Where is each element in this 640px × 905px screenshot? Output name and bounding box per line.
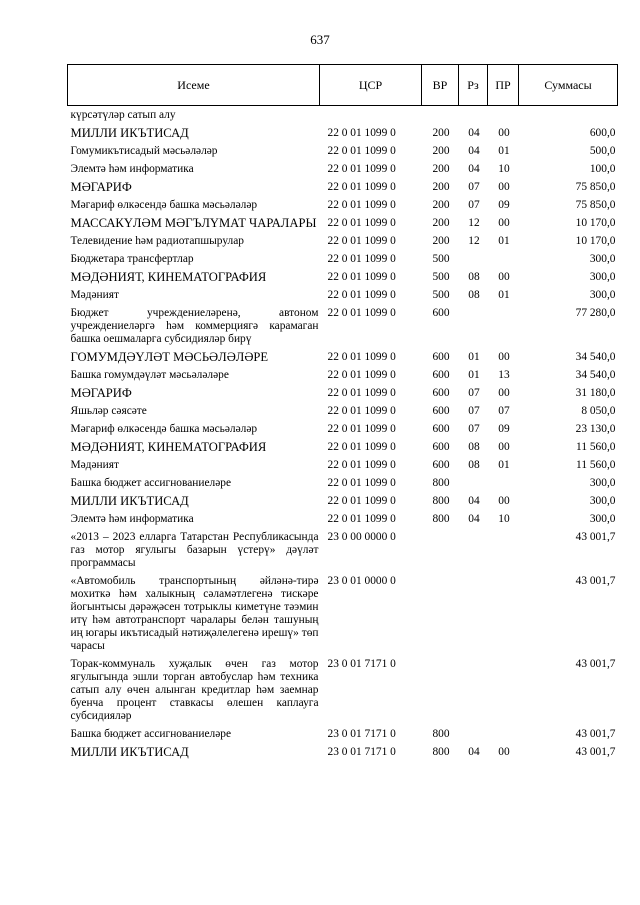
row-vr: 200 bbox=[432, 126, 450, 139]
row-vr bbox=[422, 655, 459, 725]
row-name: «2013 – 2023 елларга Татарстан Республикасында газ мотор ягулыгы базарын үстерү» дәүләт программасы bbox=[70, 530, 319, 569]
row-vr: 500 bbox=[432, 288, 450, 301]
row-vr: 800 bbox=[432, 512, 450, 525]
row-rz bbox=[459, 528, 488, 572]
row-vr: 200 bbox=[432, 162, 450, 175]
row-csr: 22 0 01 1099 0 bbox=[327, 422, 396, 435]
row-sum: 77 280,0 bbox=[575, 306, 616, 319]
row-csr: 22 0 01 1099 0 bbox=[327, 440, 396, 453]
row-name: ГОМУМДӘҮЛӘТ МӘСЬӘЛӘЛӘРЕ bbox=[70, 349, 269, 364]
row-rz: 08 bbox=[468, 270, 480, 283]
row-vr bbox=[422, 528, 459, 572]
row-pr: 00 bbox=[498, 216, 510, 229]
row-sum: 100,0 bbox=[589, 162, 616, 175]
row-rz bbox=[459, 655, 488, 725]
header-vr: ВР bbox=[422, 65, 459, 106]
row-rz: 07 bbox=[468, 422, 480, 435]
row-pr: 10 bbox=[498, 162, 510, 175]
table-row bbox=[68, 304, 618, 348]
row-name: Бюджетара трансфертлар bbox=[70, 252, 194, 265]
row-csr: 22 0 01 1099 0 bbox=[327, 180, 396, 193]
row-name: Башка гомумдәүләт мәсьәләләре bbox=[70, 368, 229, 381]
row-name: МӘДӘНИЯТ, КИНЕМАТОГРАФИЯ bbox=[70, 439, 267, 454]
row-vr: 200 bbox=[432, 216, 450, 229]
row-pr: 09 bbox=[498, 198, 510, 211]
row-rz: 07 bbox=[468, 404, 480, 417]
row-sum: 300,0 bbox=[589, 288, 616, 301]
row-vr: 800 bbox=[432, 745, 450, 758]
table-row bbox=[68, 725, 618, 743]
header-csr: ЦСР bbox=[320, 65, 422, 106]
table-row bbox=[68, 510, 618, 528]
row-rz: 12 bbox=[468, 216, 480, 229]
row-pr: 01 bbox=[498, 144, 510, 157]
row-pr bbox=[488, 528, 519, 572]
row-csr: 22 0 01 1099 0 bbox=[327, 512, 396, 525]
row-csr: 22 0 01 1099 0 bbox=[327, 368, 396, 381]
row-name: МИЛЛИ ИКЪТИСАД bbox=[70, 493, 189, 508]
row-name: Мәдәният bbox=[70, 288, 119, 301]
row-sum: 43 001,7 bbox=[575, 530, 616, 543]
row-sum: 300,0 bbox=[589, 494, 616, 507]
row-csr: 22 0 01 1099 0 bbox=[327, 350, 396, 363]
row-rz: 04 bbox=[468, 745, 480, 758]
table-row bbox=[68, 124, 618, 142]
row-pr bbox=[488, 655, 519, 725]
row-rz bbox=[459, 250, 488, 268]
row-name: МӘДӘНИЯТ, КИНЕМАТОГРАФИЯ bbox=[70, 269, 267, 284]
row-csr: 22 0 01 1099 0 bbox=[327, 386, 396, 399]
table-row bbox=[68, 250, 618, 268]
row-pr bbox=[488, 250, 519, 268]
row-name: Элемтә һәм информатика bbox=[70, 512, 194, 525]
row-rz: 12 bbox=[468, 234, 480, 247]
table-row bbox=[68, 456, 618, 474]
table-row bbox=[68, 474, 618, 492]
row-csr: 22 0 01 1099 0 bbox=[327, 144, 396, 157]
row-sum: 500,0 bbox=[589, 144, 616, 157]
row-csr: 22 0 01 1099 0 bbox=[327, 234, 396, 247]
row-rz: 08 bbox=[468, 458, 480, 471]
row-pr: 00 bbox=[498, 270, 510, 283]
page-number: 637 bbox=[310, 32, 330, 47]
row-name: МАССАКҮЛӘМ МӘГЪЛҮМАТ ЧАРАЛАРЫ bbox=[70, 215, 317, 230]
row-name: Элемтә һәм информатика bbox=[70, 162, 194, 175]
row-name: МӘГАРИФ bbox=[70, 385, 132, 400]
row-rz: 04 bbox=[468, 144, 480, 157]
row-pr: 01 bbox=[498, 288, 510, 301]
row-pr: 13 bbox=[498, 368, 510, 381]
row-csr: 23 0 00 0000 0 bbox=[327, 530, 396, 543]
row-vr: 200 bbox=[432, 234, 450, 247]
row-name: Яшьләр сәясәте bbox=[70, 404, 147, 417]
row-pr: 00 bbox=[498, 180, 510, 193]
row-csr: 23 0 01 7171 0 bbox=[327, 657, 396, 670]
row-name: Гомумикътисадый мәсьәләләр bbox=[70, 144, 218, 157]
header-sum: Суммасы bbox=[519, 65, 618, 106]
table-row bbox=[68, 492, 618, 510]
row-rz: 01 bbox=[468, 368, 480, 381]
row-csr: 22 0 01 1099 0 bbox=[327, 198, 396, 211]
row-vr: 600 bbox=[432, 386, 450, 399]
row-csr: 22 0 01 1099 0 bbox=[327, 162, 396, 175]
row-csr: 22 0 01 1099 0 bbox=[327, 404, 396, 417]
row-name: Мәдәният bbox=[70, 458, 119, 471]
row-vr: 600 bbox=[432, 350, 450, 363]
row-csr: 22 0 01 1099 0 bbox=[327, 458, 396, 471]
row-csr: 22 0 01 1099 0 bbox=[327, 216, 396, 229]
row-csr: 23 0 01 0000 0 bbox=[327, 574, 396, 587]
row-sum: 43 001,7 bbox=[575, 727, 616, 740]
row-csr: 23 0 01 7171 0 bbox=[327, 727, 396, 740]
table-row bbox=[68, 655, 618, 725]
row-pr: 10 bbox=[498, 512, 510, 525]
row-rz bbox=[459, 304, 488, 348]
row-sum: 11 560,0 bbox=[576, 440, 616, 453]
row-vr bbox=[422, 106, 459, 125]
row-name: Башка бюджет ассигнованиеләре bbox=[70, 476, 232, 489]
row-vr: 600 bbox=[432, 458, 450, 471]
row-sum: 34 540,0 bbox=[575, 350, 616, 363]
row-sum: 300,0 bbox=[589, 476, 616, 489]
table-row bbox=[68, 348, 618, 366]
table-header bbox=[68, 65, 618, 106]
row-vr: 800 bbox=[432, 494, 450, 507]
row-pr: 09 bbox=[498, 422, 510, 435]
row-rz: 01 bbox=[468, 350, 480, 363]
row-pr: 01 bbox=[498, 458, 510, 471]
row-sum: 11 560,0 bbox=[576, 458, 616, 471]
row-sum: 34 540,0 bbox=[575, 368, 616, 381]
table-row bbox=[68, 528, 618, 572]
row-name: күрсәтүләр сатып алу bbox=[70, 108, 176, 121]
row-name: Телевидение һәм радиотапшырулар bbox=[70, 234, 244, 247]
table-row bbox=[68, 402, 618, 420]
row-vr: 600 bbox=[432, 422, 450, 435]
row-name: Башка бюджет ассигнованиеләре bbox=[70, 727, 232, 740]
row-csr: 22 0 01 1099 0 bbox=[327, 494, 396, 507]
row-name: Мәгариф өлкәсендә башка мәсьәләләр bbox=[70, 198, 258, 211]
table-body bbox=[68, 106, 618, 762]
row-name: Бюджет учреждениеләренә, автоном учреждениеләргә һәм коммерциягә карамаган башка оешмаларга субсидияләр бирү bbox=[70, 306, 319, 345]
row-csr: 22 0 01 1099 0 bbox=[327, 252, 396, 265]
row-rz bbox=[459, 474, 488, 492]
row-pr: 01 bbox=[498, 234, 510, 247]
table-row bbox=[68, 214, 618, 232]
row-rz: 08 bbox=[468, 440, 480, 453]
row-sum bbox=[519, 106, 618, 125]
row-sum: 75 850,0 bbox=[575, 180, 616, 193]
row-name: МИЛЛИ ИКЪТИСАД bbox=[70, 125, 189, 140]
row-pr: 00 bbox=[498, 494, 510, 507]
row-sum: 600,0 bbox=[589, 126, 616, 139]
row-sum: 43 001,7 bbox=[575, 574, 616, 587]
row-vr bbox=[422, 572, 459, 655]
budget-table bbox=[67, 64, 618, 761]
row-vr: 200 bbox=[432, 198, 450, 211]
table-row bbox=[68, 178, 618, 196]
row-rz bbox=[459, 106, 488, 125]
row-pr bbox=[488, 725, 519, 743]
row-csr: 22 0 01 1099 0 bbox=[327, 288, 396, 301]
row-sum: 43 001,7 bbox=[575, 745, 616, 758]
row-pr bbox=[488, 572, 519, 655]
header-pr: ПР bbox=[488, 65, 519, 106]
row-vr: 600 bbox=[432, 368, 450, 381]
row-rz bbox=[459, 725, 488, 743]
row-sum: 8 050,0 bbox=[581, 404, 616, 417]
row-vr: 600 bbox=[432, 440, 450, 453]
row-csr: 23 0 01 7171 0 bbox=[327, 745, 396, 758]
row-name: Мәгариф өлкәсендә башка мәсьәләләр bbox=[70, 422, 258, 435]
row-pr: 00 bbox=[498, 386, 510, 399]
row-rz: 04 bbox=[468, 126, 480, 139]
row-vr: 600 bbox=[432, 404, 450, 417]
row-name: МИЛЛИ ИКЪТИСАД bbox=[70, 744, 189, 759]
table-row bbox=[68, 286, 618, 304]
row-sum: 10 170,0 bbox=[575, 216, 616, 229]
row-pr: 00 bbox=[498, 440, 510, 453]
row-csr: 22 0 01 1099 0 bbox=[327, 306, 396, 319]
row-rz: 04 bbox=[468, 162, 480, 175]
row-vr: 200 bbox=[432, 144, 450, 157]
row-csr: 22 0 01 1099 0 bbox=[327, 270, 396, 283]
row-vr: 800 bbox=[432, 727, 450, 740]
row-rz bbox=[459, 572, 488, 655]
row-sum: 43 001,7 bbox=[575, 657, 616, 670]
row-pr bbox=[488, 106, 519, 125]
table-row bbox=[68, 268, 618, 286]
row-csr: 22 0 01 1099 0 bbox=[327, 126, 396, 139]
table-row bbox=[68, 366, 618, 384]
row-rz: 04 bbox=[468, 494, 480, 507]
row-vr: 200 bbox=[432, 180, 450, 193]
table-row bbox=[68, 160, 618, 178]
table-row bbox=[68, 142, 618, 160]
row-sum: 75 850,0 bbox=[575, 198, 616, 211]
row-sum: 300,0 bbox=[589, 270, 616, 283]
row-name: Торак-коммуналь хуҗалык өчен газ мотор ягулыгында эшли торган автобуслар һәм техника сатып алу өчен алынган кредитлар һәм заемнар буенча процент ставкасы өлешен каплауга субсидияләр bbox=[70, 657, 319, 722]
row-vr: 500 bbox=[432, 270, 450, 283]
row-vr: 600 bbox=[432, 306, 450, 319]
row-csr: 22 0 01 1099 0 bbox=[327, 476, 396, 489]
row-sum: 300,0 bbox=[589, 512, 616, 525]
row-rz: 04 bbox=[468, 512, 480, 525]
table-row bbox=[68, 384, 618, 402]
table-row bbox=[68, 420, 618, 438]
row-vr: 500 bbox=[432, 252, 450, 265]
header-rz: Рз bbox=[459, 65, 488, 106]
row-pr bbox=[488, 474, 519, 492]
row-sum: 31 180,0 bbox=[575, 386, 616, 399]
table-row bbox=[68, 106, 618, 125]
table-row bbox=[68, 232, 618, 250]
row-name: МӘГАРИФ bbox=[70, 179, 132, 194]
row-csr bbox=[320, 106, 422, 125]
table-row bbox=[68, 572, 618, 655]
row-sum: 23 130,0 bbox=[575, 422, 616, 435]
table-row bbox=[68, 743, 618, 761]
table-row bbox=[68, 438, 618, 456]
row-vr: 800 bbox=[432, 476, 450, 489]
row-sum: 10 170,0 bbox=[575, 234, 616, 247]
row-pr: 00 bbox=[498, 350, 510, 363]
row-pr: 00 bbox=[498, 745, 510, 758]
row-rz: 07 bbox=[468, 198, 480, 211]
row-sum: 300,0 bbox=[589, 252, 616, 265]
row-pr: 00 bbox=[498, 126, 510, 139]
row-pr bbox=[488, 304, 519, 348]
row-rz: 07 bbox=[468, 386, 480, 399]
row-name: «Автомобиль транспортының әйләнә-тирә мохиткә һәм халыкның сәламәтлегенә тискәре йогынтысы дәрәҗәсен тотрыклы киметүне тәэмин итү һәм автотранспорт чаралары белән ташуның иң югары икътисадый нәтиҗәлелегенә ирешү» төп чарасы bbox=[70, 574, 319, 652]
table-row bbox=[68, 196, 618, 214]
header-name: Исеме bbox=[68, 65, 320, 106]
row-rz: 07 bbox=[468, 180, 480, 193]
row-pr: 07 bbox=[498, 404, 510, 417]
row-rz: 08 bbox=[468, 288, 480, 301]
